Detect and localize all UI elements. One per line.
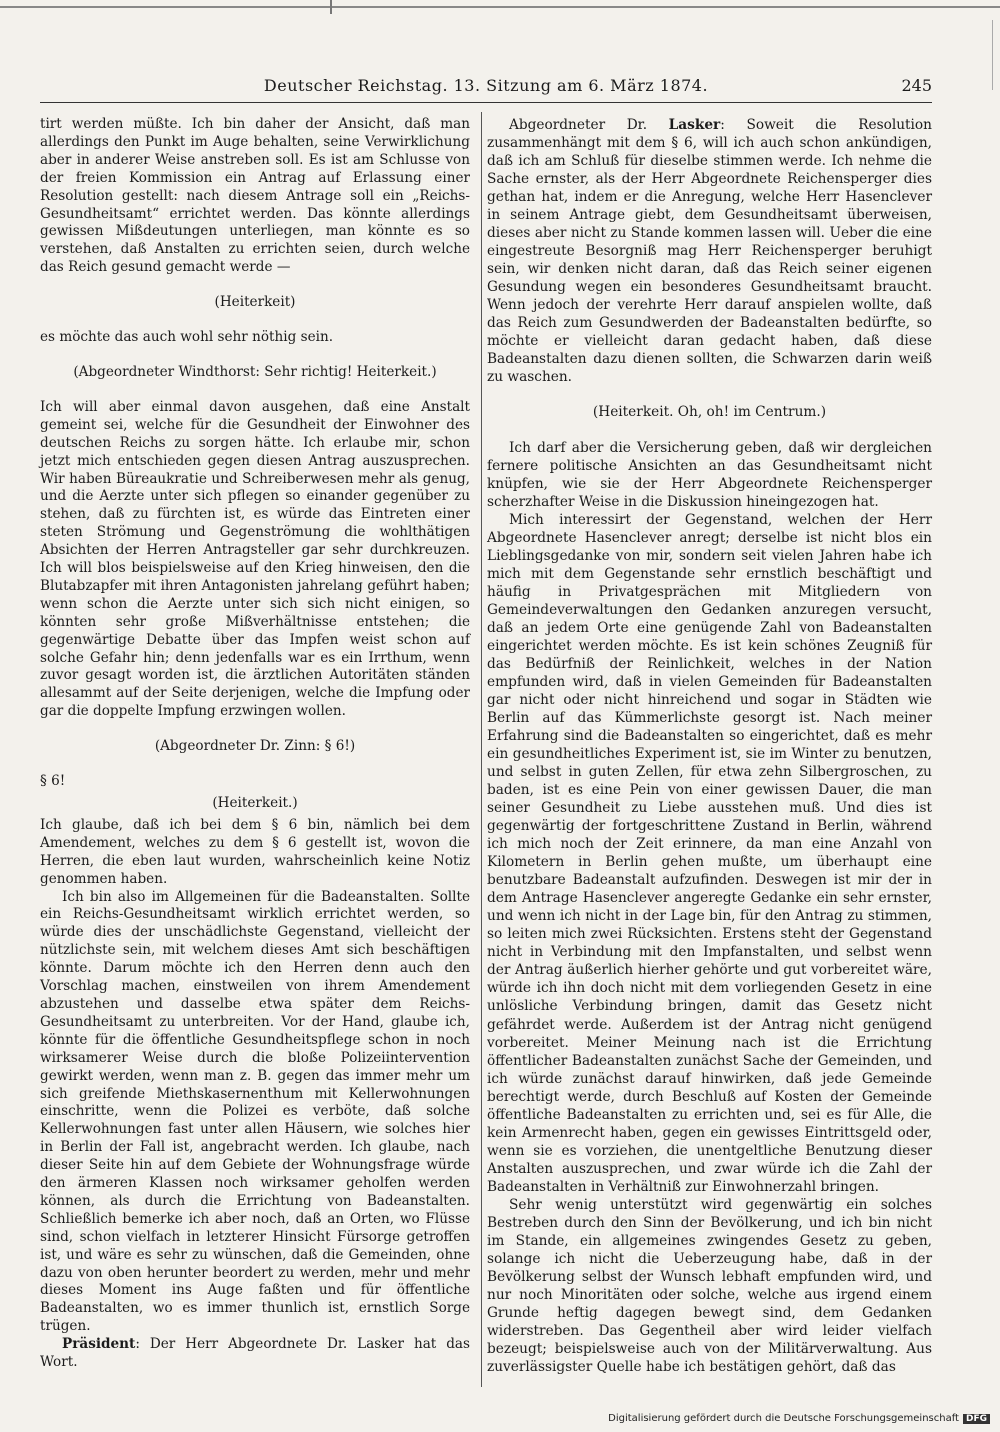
interjection: (Abgeordneter Dr. Zinn: § 6!) bbox=[154, 738, 356, 755]
interjection: (Heiterkeit.) bbox=[212, 795, 298, 811]
text-paragraph: Ich will aber einmal davon ausgehen, daß eine Anstalt gemeint sei, welche für die Gesundheit der Einwohner des deutschen Reichs zu sorgen hätte. Ich erlaube mir, schon jetzt mich entschieden gegen diesen Antrag auszusprechen. Wir haben Büreaukratie und Schreiberwesen mehr als genug, und die Aerzte unter sich pflegen so einander gegenüber zu stehen, daß zu fürchten ist, es würde das Eintreten einer steten Strömung und Gegenströmung die wohlthätigen Absichten der Herren Antragsteller gar sehr durchkreuzen. Ich will blos beispielsweise auf den Krieg hinweisen, den die Blutabzapfer mit ihren Antagonisten jahrelang geführt haben; wenn schon die Aerzte unter sich sich nicht einigen, so könnten sehr große Mißverhältnisse entstehen; die gegenwärtige Debatte über das Impfen weist schon auf solche Gefahr hin; denn jedenfalls war es ein Irrthum, wenn zuvor gesagt worden ist, die ärztlichen Autoritäten ständen allesammt auf der Seite derjenigen, welche die Impfung oder gar die doppelte Impfung erzwingen wollen. bbox=[40, 398, 470, 720]
speech-paragraph bbox=[487, 116, 932, 386]
text-paragraph: Ich bin also im Allgemeinen für die Badeanstalten. Sollte ein Reichs-Gesundheitsamt wirklich errichtet werden, so würde dies der unschädlichste Gegenstand, vielleicht der nützlichste sein, mit welchem dieses Amt sich beschäftigen könnte. Darum möchte ich den Herren denn auch den Vorschlag machen, einstweilen von ihrem Amendement abzustehen und dasselbe etwa später dem Reichs-Gesundheitsamt zu unterbreiten. Vor der Hand, glaube ich, könnte für die öffentliche Gesundheitspflege schon in noch wirksamerer Weise durch die bloße Polizeiintervention gewirkt werden, wenn man z. B. gegen das immer mehr um sich greifende Miethskasernenthum mit Kellerwohnungen einschritte, wenn die Polizei es verböte, daß solche Kellerwohnungen fast unter allen Häusern, wie solches hier in Berlin der Fall ist, angebracht werden. Ich glaube, nach dieser Seite hin auf dem Gebiete der Wohnungsfrage würde den ärmeren Klassen noch wirksamer geholfen werden können, als durch die Errichtung von Badeanstalten. Schließlich bemerke ich aber noch, daß an Orten, wo Flüsse sind, schon vielfach in letzterer Hinsicht Fürsorge getroffen ist, und wäre es sehr zu wünschen, daß die Gemeinden, ohne dazu von oben herunter beordert zu werden, mehr und mehr dieses Moment ins Auge faßten und für öffentliche Badeanstalten, wo es immer thunlich ist, ernstlich Sorge trügen. bbox=[40, 888, 470, 1335]
text-paragraph: § 6! bbox=[40, 773, 66, 790]
text-paragraph: Mich interessirt der Gegenstand, welchen der Herr Abgeordnete Hasenclever anregt; derselbe ist nicht blos ein Lieblingsgedanke von mir, sondern seit vielen Jahren habe ich mich mit dem Gegenstande sehr ernstlich beschäftigt und häufig in Privatgesprächen mit Mitgliedern von Gemeindeverwaltungen den Gedanken anzuregen versucht, daß an jedem Orte eine genügende Zahl von Badeanstalten eingerichtet werden möchte. Es ist kein schönes Zeugniß für das Bedürfniß der Reinlichkeit, welches in der Nation empfunden wird, daß in vielen Gemeinden für Badeanstalten gar nicht oder nicht hinreichend und sogar in Städten wie Berlin auf das Kümmerlichste gesorgt ist. Nach meiner Erfahrung sind die Badeanstalten so eingerichtet, daß es mehr ein gesundheitliches Experiment ist, sie im Winter zu benutzen, und selbst in guten Zellen, für etwa zehn Silbergroschen, zu baden, ist es eine Pein von einer gewissen Dauer, die man seiner Gesundheit zu Liebe ausstehen muß. Und dies ist gegenwärtig der fortgeschrittene Zustand in Berlin, während ich mich noch der Zeit erinnere, da man eine Anzahl von Kilometern in Berlin gehen mußte, um überhaupt eine benutzbare Badeanstalt aufzufinden. Deswegen ist mir der in dem Antrage Hasenclever angeregte Gedanke ein sehr ernster, und wenn ich nicht in der Lage bin, für den Antrag zu stimmen, so leiten mich zwei Rücksichten. Erstens steht der Gegenstand nicht in Verbindung mit den Impfanstalten, und selbst wenn der Antrag äußerlich hierher gehörte und gut vorbereitet wäre, würde ich ihn doch nicht mit dem vorliegenden Gesetz in eine unlösliche Verbindung bringen, damit das Gesetz nicht gefährdet werde. Außerdem ist der Antrag nicht genügend vorbereitet. Meiner Meinung nach ist die Errichtung öffentlicher Badeanstalten zunächst Sache der Gemeinden, und ich würde zunächst darauf hinwirken, daß jede Gemeinde berechtigt werde, durch Beschluß auf Kosten der Gemeinde öffentliche Badeanstalten zu errichten und, sei es für Alle, die kein Armenrecht haben, gegen ein gewisses Eintrittsgeld oder, wenn sie es vorziehen, die unentgeltliche Benutzung dieser Anstalten auszusprechen, und zwar würde ich die Zahl der Badeanstalten in Verhältniß zur Einwohnerzahl bringen. bbox=[487, 511, 932, 1195]
right-column bbox=[487, 116, 932, 1376]
speaker-title: Abgeordneter Dr. bbox=[509, 117, 669, 133]
page-number: 245 bbox=[901, 76, 932, 95]
text-paragraph: Sehr wenig unterstützt wird gegenwärtig ein solches Bestreben durch den Sinn der Bevölkerung, und ich bin nicht im Stande, ein allgemeines zwingendes Gesetz zu geben, solange ich nicht die Ueberzeugung habe, daß in der Bevölkerung selbst der Wunsch lebhaft empfunden wird, und nur noch Minoritäten oder solche, welche aus irgend einem Grunde heftig dagegen bewegt sind, dem Gedanken widerstreben. Das Gegentheil aber wird leider vielfach bezeugt; beispielsweise auch von der Militärverwaltung. Aus zuverlässigster Quelle habe ich bestätigen gehört, daß das bbox=[487, 1196, 932, 1376]
left-column bbox=[40, 116, 470, 1372]
speaker-name: Lasker bbox=[668, 117, 721, 133]
footer-credit bbox=[608, 1413, 990, 1424]
scan-edge-mark bbox=[330, 0, 332, 14]
text-paragraph: tirt werden müßte. Ich bin daher der Ansicht, daß man allerdings den Punkt im Auge behalten, seine Verwirklichung aber in anderer Weise anstreben soll. Es ist am Schlusse von der freien Kommission ein Antrag auf Erlassung einer Resolution gestellt: nach diesem Antrage soll ein „Reichs-Gesundheitsamt“ errichtet werden. Das könnte allerdings gewissen Mißdeutungen unterliegen, man könnte es so verstehen, daß Anstalten zu errichten seien, durch welche das Reich gesund gemacht werde — bbox=[40, 116, 470, 276]
speaker-name: Präsident bbox=[62, 1336, 136, 1353]
footer-credit-text: Digitalisierung gefördert durch die Deutsche Forschungsgemeinschaft bbox=[608, 1413, 959, 1424]
speech-text: : Soweit die Resolution zusammenhängt mit dem § 6, will ich auch schon ankündigen, daß ich am Schluß für dieselbe stimmen werde. Ich nehme die Sache ernster, als der Herr Abgeordnete Reichensperger dies gethan hat, indem er die Anregung, welche Herr Hasenclever in seinem Antrage giebt, dem Gesundheitsamt überweisen, dieses aber nicht zu Stande kommen lassen will. Ueber die eine eingestreute Besorgniß mag Herr Reichensperger beruhigt sein, wir denken nicht daran, daß das Reich seiner eigenen Gesundung wegen ein besonderes Gesundheitsamt braucht. Wenn jedoch der verehrte Herr darauf anspielen wollte, daß das Reich zum Gesundwerden der Badeanstalten bedürfte, so möchte er vielleicht daran gedacht haben, daß diese Badeanstalten dazu dienen sollten, die Schwarzen darin weiß zu waschen. bbox=[487, 117, 932, 386]
text-paragraph: Ich glaube, daß ich bei dem § 6 bin, nämlich bei dem Amendement, welches zu dem § 6 gestellt ist, wovon die Herren, die eben laut wurden, wahrscheinlich keine Notiz genommen haben. bbox=[40, 816, 470, 887]
text-paragraph: Ich darf aber die Versicherung geben, daß wir dergleichen fernere politische Ansichten an das Gesundheitsamt nicht knüpfen, wie sie der Herr Abgeordnete Reichensperger scherzhafter Weise in die Diskussion hineingezogen hat. bbox=[487, 439, 932, 510]
scan-edge-mark-right bbox=[992, 20, 993, 90]
interjection: (Abgeordneter Windthorst: Sehr richtig! Heiterkeit.) bbox=[73, 363, 437, 380]
interjection: (Heiterkeit. Oh, oh! im Centrum.) bbox=[592, 404, 827, 421]
column-divider bbox=[481, 112, 482, 1387]
speech-text: : Der Herr Abgeordnete Dr. Lasker hat das Wort. bbox=[40, 1336, 470, 1371]
running-title: Deutscher Reichstag. 13. Sitzung am 6. März 1874. bbox=[263, 76, 709, 95]
text-paragraph: es möchte das auch wohl sehr nöthig sein. bbox=[40, 329, 334, 346]
scan-edge-line bbox=[0, 6, 1000, 8]
page-header bbox=[40, 76, 932, 98]
speech-paragraph bbox=[40, 1336, 470, 1372]
dfg-logo: DFG bbox=[963, 1414, 990, 1424]
header-rule bbox=[40, 102, 932, 103]
interjection: (Heiterkeit) bbox=[214, 294, 296, 311]
